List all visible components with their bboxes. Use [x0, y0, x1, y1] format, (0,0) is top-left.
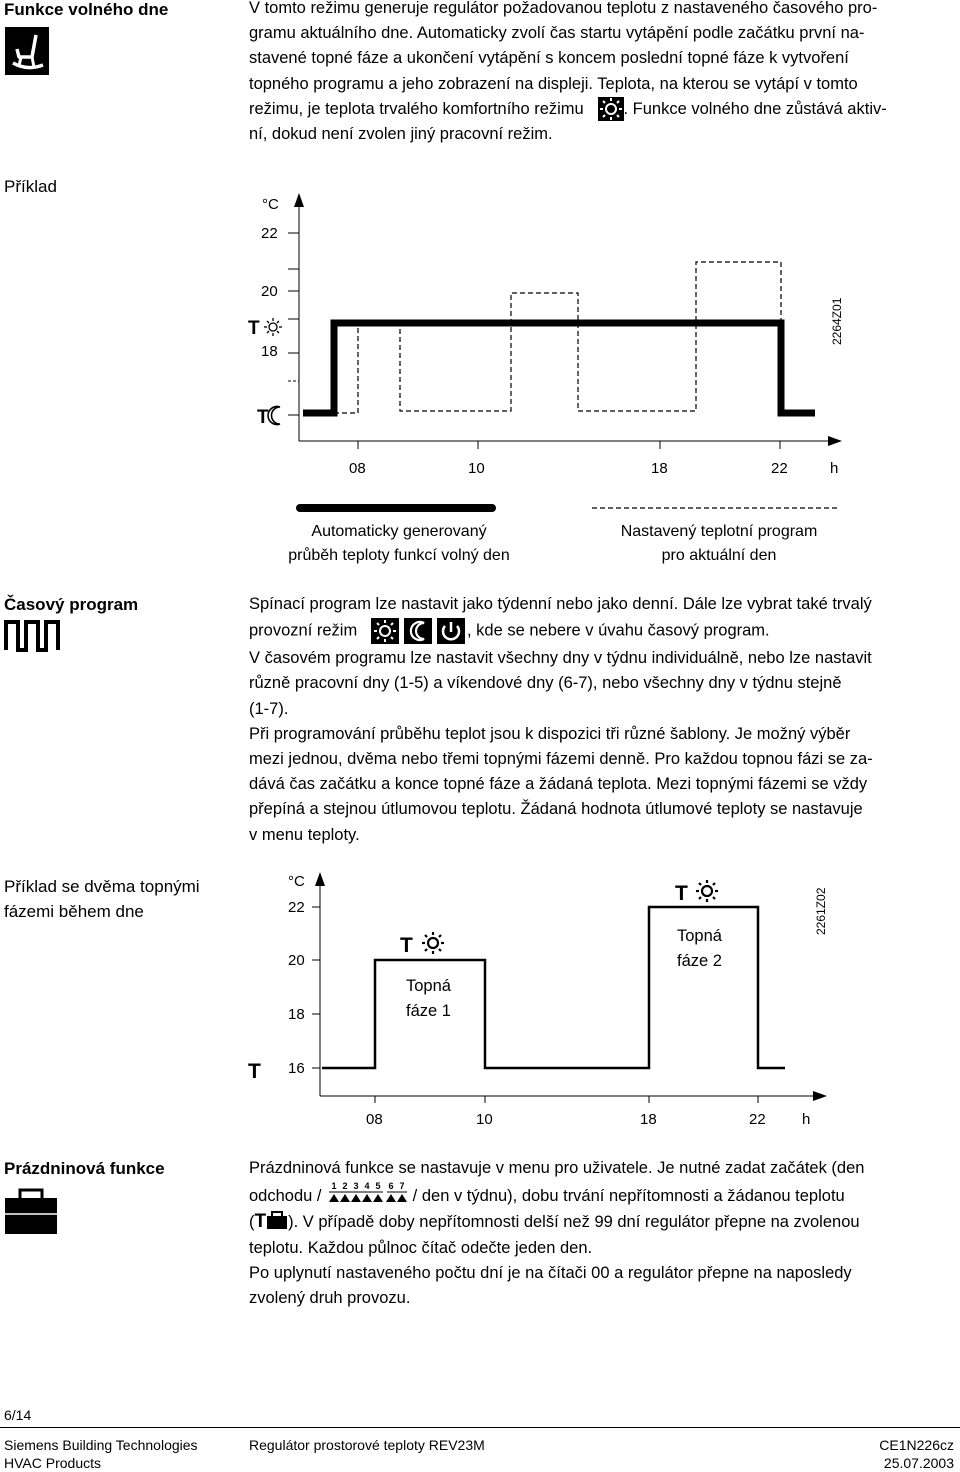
text-line	[249, 617, 949, 646]
moon-icon	[268, 407, 280, 425]
x-tick-label: 08	[349, 460, 366, 477]
sun-comfort-icon	[371, 618, 399, 644]
y-axis-arrow	[294, 193, 304, 207]
example2-label-line: fázemi během dne	[4, 902, 144, 921]
legend-dashed-label: pro aktuální den	[661, 547, 777, 564]
text-line: v menu teploty.	[249, 825, 360, 844]
text-line: Prázdninová funkce se nastavuje v menu pro uživatele. Je nutné zadat začátek (den	[249, 1159, 865, 1177]
figure-code: 2264Z01	[830, 297, 844, 345]
text-fragment: režimu, je teplota trvalého komfortního režimu	[249, 99, 584, 118]
text-fragment: (	[249, 1213, 255, 1232]
svg-text:T: T	[400, 934, 413, 957]
y-tick-label: 20	[261, 283, 278, 300]
x-axis-arrow	[813, 1091, 827, 1101]
text-line: Spínací program lze nastavit jako týdenní nebo jako denní. Dále lze vybrat také trvalý	[249, 595, 872, 613]
example2-label-line: Příklad se dvěma topnými	[4, 877, 200, 896]
svg-text:3: 3	[353, 1181, 359, 1192]
time-program-text	[249, 592, 949, 848]
x-axis-arrow	[828, 436, 842, 446]
svg-text:4: 4	[364, 1181, 370, 1192]
legend-solid-label: Automaticky generovaný	[311, 523, 487, 540]
section-title-time-program: Časový program	[4, 595, 139, 614]
footer-company-line: HVAC Products	[4, 1455, 101, 1471]
text-fragment: provozní režim	[249, 621, 358, 640]
x-tick-label: h	[802, 1111, 811, 1128]
text-line: V časovém programu lze nastavit všechny dny v týdnu individuálně, nebo lze nastavit	[249, 649, 872, 668]
footer-company	[4, 1436, 198, 1472]
text-line: různě pracovní dny (1-5) a víkendové dny (6-7), nebo všechny dny v týdnu stejně	[249, 674, 842, 693]
footer-company-line: Siemens Building Technologies	[4, 1437, 198, 1453]
moon-reduced-icon	[404, 618, 432, 644]
example-label: Příklad	[4, 177, 57, 196]
x-tick-label: 22	[749, 1111, 766, 1128]
svg-text:T: T	[675, 882, 688, 905]
sun-icon	[264, 318, 282, 336]
footer-doc-meta	[879, 1436, 954, 1472]
section-title-holiday-day: Funkce volného dne	[4, 0, 169, 19]
x-tick-label: h	[830, 460, 839, 477]
text-line: zvolený druh provozu.	[249, 1289, 411, 1308]
example-chart-holiday-day	[240, 185, 960, 575]
phase1-comfort-symbol	[400, 932, 444, 957]
weekday-triangles	[329, 1194, 407, 1202]
svg-text:7: 7	[399, 1181, 405, 1192]
phase2-comfort-symbol	[675, 880, 718, 905]
text-line: dává čas začátku a konce topné fáze a žádaná teplota. Mezi topnými fázemi se vždy	[249, 775, 868, 794]
footer-divider	[0, 1427, 960, 1428]
y-tick-label: 20	[288, 952, 305, 969]
text-line: stavené topné fáze a ukončení vytápění s koncem poslední topné fáze k vytvoření	[249, 49, 849, 68]
text-fragment: , kde se nebere v úvahu časový program.	[466, 621, 770, 640]
phase1-label: fáze 1	[406, 1002, 451, 1020]
footer-doc-code: CE1N226cz	[879, 1437, 954, 1453]
x-tick-label: 10	[468, 460, 485, 477]
text-line: Po uplynutí nastaveného počtu dní je na čítači 00 a regulátor přepne na naposledy	[249, 1263, 852, 1282]
holiday-temp-symbol: T	[254, 1211, 267, 1233]
footer-date: 25.07.2003	[883, 1455, 954, 1471]
x-tick-label: 22	[771, 460, 788, 477]
comfort-temp-symbol	[248, 318, 282, 339]
phase2-label: Topná	[677, 927, 722, 945]
phase1-label: Topná	[406, 977, 451, 995]
y-tick-label: 18	[261, 343, 278, 360]
y-tick-label: 22	[261, 225, 278, 242]
reduced-temp-symbol	[257, 407, 280, 429]
text-fragment: ). V případě doby nepřítomnosti delší než 99 dní regulátor přepne na zvolenou	[288, 1213, 860, 1232]
example-chart-two-phases	[240, 860, 860, 1135]
sun-icon	[696, 880, 718, 902]
svg-text:2: 2	[342, 1181, 348, 1192]
text-line: přepíná a stejnou útlumovou teplotu. Žádaná hodnota útlumové teploty se nastavuje	[249, 800, 863, 819]
unit-label: °C	[262, 196, 279, 213]
x-tick-label: 18	[640, 1111, 657, 1128]
text-line: gramu aktuálního dne. Automaticky zvolí čas startu vytápění podle začátku první na-	[249, 24, 865, 43]
text-line: (1-7).	[249, 699, 289, 718]
holiday-day-text	[249, 0, 949, 147]
text-line: V tomto režimu generuje regulátor požadovanou teplotu z nastaveného časového pro-	[249, 0, 878, 17]
phase2-label: fáze 2	[677, 952, 722, 970]
footer-doc-title: Regulátor prostorové teploty REV23M	[249, 1437, 485, 1453]
suitcase-small-icon	[266, 1211, 288, 1229]
text-line: ní, dokud není zvolen jiný pracovní režim.	[249, 125, 553, 144]
y-tick-label: 16	[288, 1060, 305, 1077]
legend-dashed-label: Nastavený teplotní program	[620, 523, 818, 540]
legend-solid-label: průběh teploty funkcí volný den	[288, 547, 510, 564]
text-fragment: / den v týdnu), dobu trvání nepřítomnosti a žádanou teplotu	[412, 1187, 845, 1206]
svg-text:1: 1	[331, 1181, 337, 1192]
page-number: 6/14	[4, 1407, 32, 1423]
suitcase-icon	[4, 1188, 58, 1236]
weekday-numbers	[332, 1181, 405, 1191]
text-line: teplotu. Každou půlnoc čítač odečte jeden den.	[249, 1238, 593, 1257]
holiday-text	[249, 1156, 949, 1311]
text-line: topného programu a jeho zobrazení na displeji. Teplota, na kterou se vytápí v tomto	[249, 74, 858, 93]
text-fragment: odchodu /	[249, 1187, 322, 1206]
text-line	[249, 1209, 949, 1235]
y-tick-label: 18	[288, 1006, 305, 1023]
text-line: Při programování průběhu teplot jsou k dispozici tři různé šablony. Je možný výběr	[249, 724, 851, 743]
svg-text:5: 5	[375, 1181, 381, 1192]
text-fragment: . Funkce volného dne zůstává aktiv-	[623, 99, 887, 118]
y-tick-label: 22	[288, 899, 305, 916]
rocking-chair-icon	[5, 27, 49, 75]
reduced-temp-symbol	[248, 1058, 278, 1083]
text-line	[249, 97, 949, 122]
moon-icon	[268, 1058, 278, 1078]
y-axis-arrow	[315, 872, 325, 886]
svg-text:T: T	[257, 407, 269, 428]
standby-power-icon	[437, 618, 465, 644]
automatic-temperature-curve	[303, 323, 815, 413]
time-program-pulse-icon	[4, 618, 62, 652]
programmed-temperature-curve	[334, 262, 813, 413]
example2-label	[4, 874, 200, 924]
text-line	[249, 1181, 949, 1209]
svg-text:T: T	[248, 318, 260, 339]
x-tick-label: 08	[366, 1111, 383, 1128]
x-tick-label: 18	[651, 460, 668, 477]
svg-text:T: T	[248, 1060, 261, 1083]
weekday-selector-icon	[326, 1181, 408, 1205]
sun-comfort-icon	[598, 97, 624, 121]
x-tick-label: 10	[476, 1111, 493, 1128]
section-title-holiday: Prázdninová funkce	[4, 1159, 165, 1178]
sun-icon	[422, 932, 444, 954]
svg-text:6: 6	[388, 1181, 394, 1192]
figure-code: 2261Z02	[814, 887, 828, 935]
operating-mode-icons	[371, 617, 467, 645]
text-line: mezi jednou, dvěma nebo třemi topnými fázemi denně. Pro každou topnou fázi se za-	[249, 750, 873, 769]
unit-label: °C	[288, 873, 305, 890]
